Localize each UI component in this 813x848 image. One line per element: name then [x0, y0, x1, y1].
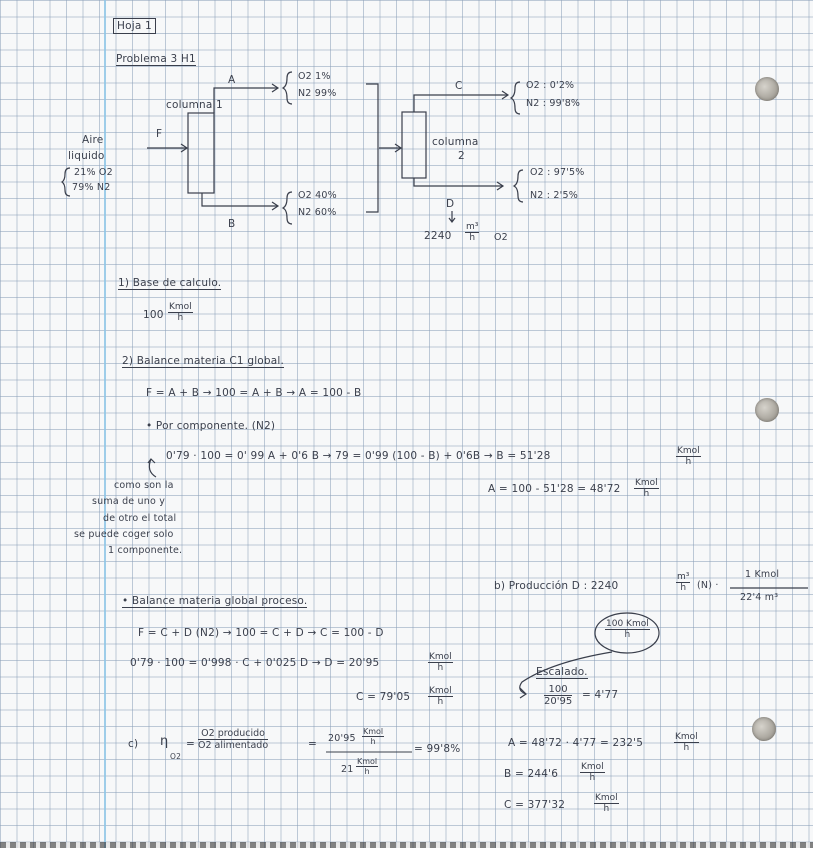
partb-mid: (N) ·	[697, 580, 719, 591]
result-c: C = 377'32	[504, 799, 566, 811]
stream-d-flow-value: 2240	[424, 230, 452, 242]
result-c-unit: Kmol h	[595, 793, 618, 814]
problem-title: Problema 3 H1	[116, 53, 196, 65]
stream-b-comp-n2: N2 60%	[298, 207, 337, 218]
partb-label: b) Producción D : 2240	[494, 580, 619, 592]
partb-circled-value: 100 Kmol h	[606, 619, 649, 640]
partc-eta-sub: O2	[170, 752, 182, 761]
step1-unit: Kmol h	[169, 302, 192, 323]
stream-d-flow-unit: $\frac{\text{m³}}{h}$	[466, 222, 479, 243]
feed-label-line2: liquido	[68, 150, 105, 162]
stream-a-comp-o2: O2 1%	[298, 71, 331, 82]
step3-eq3-unit: Kmol h	[429, 686, 452, 707]
step3-eq2-unit: Kmol h	[429, 652, 452, 673]
step3-eq1: F = C + D (N2) → 100 = C + D → C = 100 - D	[138, 627, 384, 639]
stream-d-species: O2	[494, 232, 508, 243]
partc-eta: η	[160, 734, 169, 749]
step3-heading: • Balance materia global proceso.	[122, 595, 308, 607]
column-2-label-line2: 2	[458, 150, 465, 162]
partb-conv-den: 22'4 m³	[740, 592, 779, 603]
step2-eq1: F = A + B → 100 = A + B → A = 100 - B	[146, 387, 362, 399]
step3-eq2: 0'79 · 100 = 0'998 · C + 0'025 D → D = 20'95	[130, 657, 380, 669]
stream-a-comp-n2: N2 99%	[298, 88, 337, 99]
feed-comp-n2: 79% N2	[72, 182, 111, 193]
note-line5: 1 componente.	[108, 545, 183, 556]
partc-label: c)	[128, 738, 139, 750]
note-line3: de otro el total	[103, 513, 177, 524]
result-a: A = 48'72 · 4'77 = 232'5	[508, 737, 644, 749]
partb-scale-fraction: $\frac{100}{20'95}$	[544, 684, 573, 707]
step3-eq3: C = 79'05	[356, 691, 411, 703]
result-a-unit: Kmol h	[675, 732, 698, 753]
step2-eq3: A = 100 - 51'28 = 48'72	[488, 483, 621, 495]
feed-comp-o2: 21% O2	[74, 167, 113, 178]
step1-heading: 1) Base de calculo.	[118, 277, 222, 289]
result-b: B = 244'6	[504, 768, 559, 780]
partb-scale-result: = 4'77	[582, 689, 619, 701]
partc-frac2-den-unit: Kmol h	[357, 757, 378, 776]
stream-b-comp-o2: O2 40%	[298, 190, 337, 201]
partc-frac2-num: 20'95	[328, 733, 356, 744]
note-line1: como son la	[114, 480, 174, 491]
step2-eq3-unit: Kmol h	[635, 478, 658, 499]
feed-label-line1: Aire	[82, 134, 104, 146]
stream-d-label: D	[446, 198, 455, 210]
stream-b-label: B	[228, 218, 236, 230]
partc-frac2-den: 21	[341, 764, 354, 775]
note-line4: se puede coger solo	[74, 529, 174, 540]
feed-stream-label: F	[156, 128, 163, 140]
note-line2: suma de uno y	[92, 496, 166, 507]
partb-escalado: Escalado.	[536, 666, 588, 678]
stream-d-comp-o2: O2 : 97'5%	[530, 167, 585, 178]
stream-c-label: C	[455, 80, 463, 92]
stream-d-comp-n2: N2 : 2'5%	[530, 190, 578, 201]
step2-heading: 2) Balance materia C1 global.	[122, 355, 285, 367]
partc-frac2-num-unit: Kmol h	[363, 727, 384, 746]
stream-c-comp-o2: O2 : 0'2%	[526, 80, 575, 91]
partb-conv-num: 1 Kmol	[745, 569, 780, 580]
sheet-title: Hoja 1	[113, 18, 156, 34]
result-b-unit: Kmol h	[581, 762, 604, 783]
stream-c-comp-n2: N2 : 99'8%	[526, 98, 581, 109]
partc-equals-2: =	[308, 738, 317, 750]
stream-a-label: A	[228, 74, 236, 86]
step2-sub: • Por componente. (N2)	[146, 420, 276, 432]
step2-eq2: 0'79 · 100 = 0' 99 A + 0'6 B → 79 = 0'99 (100 - B) + 0'6B → B = 51'28	[166, 450, 551, 462]
step1-value: 100	[143, 309, 164, 321]
column-1-label: columna 1	[166, 99, 223, 111]
column-2-label-line1: columna	[432, 136, 479, 148]
partc-frac1: O2 producido O2 alimentado	[198, 728, 269, 751]
partb-unit: $\frac{\text{m³}}{h}$	[677, 572, 690, 593]
partc-equals: =	[186, 738, 195, 750]
step2-eq2-unit: Kmol h	[677, 446, 700, 467]
partc-result: = 99'8%	[414, 743, 461, 755]
